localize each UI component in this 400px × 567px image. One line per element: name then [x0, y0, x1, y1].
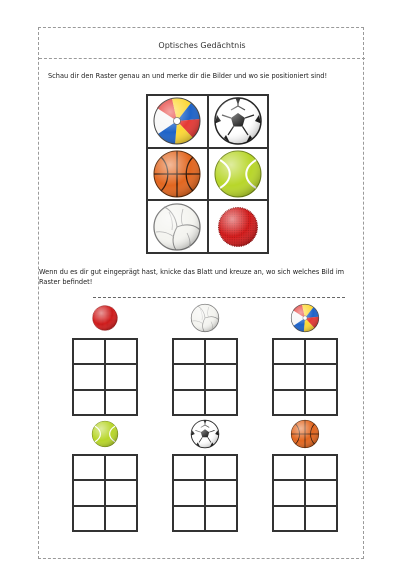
answer-cell[interactable] [73, 455, 105, 480]
answer-cell[interactable] [173, 455, 205, 480]
answer-cell[interactable] [305, 506, 337, 531]
beach-ball-icon [290, 303, 320, 333]
answer-cell[interactable] [273, 480, 305, 505]
answer-cell[interactable] [105, 506, 137, 531]
spiky-ball-icon [91, 304, 119, 332]
fold-line [93, 297, 345, 298]
answer-cell[interactable] [105, 455, 137, 480]
answer-cell[interactable] [173, 364, 205, 389]
spiky-ball-icon [216, 205, 260, 249]
answer-cell[interactable] [105, 480, 137, 505]
answer-cell[interactable] [173, 339, 205, 364]
recall-task-basketball [272, 418, 338, 532]
soccer-ball-icon [213, 96, 263, 146]
answer-cell[interactable] [305, 390, 337, 415]
answer-cell[interactable] [173, 480, 205, 505]
volleyball-icon [190, 303, 220, 333]
answer-grid [172, 454, 238, 532]
answer-cell[interactable] [173, 506, 205, 531]
answer-cell[interactable] [205, 480, 237, 505]
answer-cell[interactable] [105, 390, 137, 415]
answer-cell[interactable] [105, 364, 137, 389]
basketball-icon [152, 149, 202, 199]
instruction-recall: Wenn du es dir gut eingeprägt hast, knicke das Blatt und kreuze an, wo sich welches Bild im Raster befindet! [39, 268, 345, 286]
tennis-ball-icon [91, 420, 119, 448]
instruction-memorize: Schau dir den Raster genau an und merke dir die Bilder und wo sie positioniert sind! [48, 72, 328, 80]
answer-cell[interactable] [205, 506, 237, 531]
answer-cell[interactable] [205, 455, 237, 480]
recall-task-spiky-ball [72, 302, 138, 416]
answer-grid [72, 454, 138, 532]
recall-task-volleyball [172, 302, 238, 416]
answer-cell[interactable] [273, 339, 305, 364]
answer-grid [172, 338, 238, 416]
answer-cell[interactable] [205, 364, 237, 389]
basketball-icon [290, 419, 320, 449]
memory-grid-cell [147, 200, 208, 253]
answer-cell[interactable] [73, 339, 105, 364]
worksheet [38, 27, 364, 559]
memory-grid [146, 94, 269, 254]
memory-grid-cell [147, 95, 208, 148]
answer-cell[interactable] [73, 390, 105, 415]
title-divider [39, 58, 365, 59]
answer-grid [72, 338, 138, 416]
answer-cell[interactable] [273, 506, 305, 531]
answer-cell[interactable] [73, 364, 105, 389]
answer-cell[interactable] [305, 364, 337, 389]
volleyball-icon [152, 202, 202, 252]
memory-grid-cell [208, 95, 269, 148]
soccer-ball-icon [190, 419, 220, 449]
recall-task-soccer-ball [172, 418, 238, 532]
recall-task-tennis-ball [72, 418, 138, 532]
memory-grid-cell [208, 148, 269, 201]
beach-ball-icon [152, 96, 202, 146]
answer-cell[interactable] [305, 339, 337, 364]
answer-grid [272, 338, 338, 416]
answer-cell[interactable] [305, 455, 337, 480]
answer-cell[interactable] [273, 364, 305, 389]
memory-grid-cell [147, 148, 208, 201]
answer-grid [272, 454, 338, 532]
answer-cell[interactable] [305, 480, 337, 505]
tennis-ball-icon [213, 149, 263, 199]
answer-cell[interactable] [273, 455, 305, 480]
answer-cell[interactable] [273, 390, 305, 415]
answer-cell[interactable] [173, 390, 205, 415]
answer-cell[interactable] [73, 480, 105, 505]
answer-cell[interactable] [73, 506, 105, 531]
answer-cell[interactable] [105, 339, 137, 364]
answer-cell[interactable] [205, 339, 237, 364]
page-title: Optisches Gedächtnis [158, 41, 246, 50]
recall-task-beach-ball [272, 302, 338, 416]
answer-cell[interactable] [205, 390, 237, 415]
memory-grid-cell [208, 200, 269, 253]
